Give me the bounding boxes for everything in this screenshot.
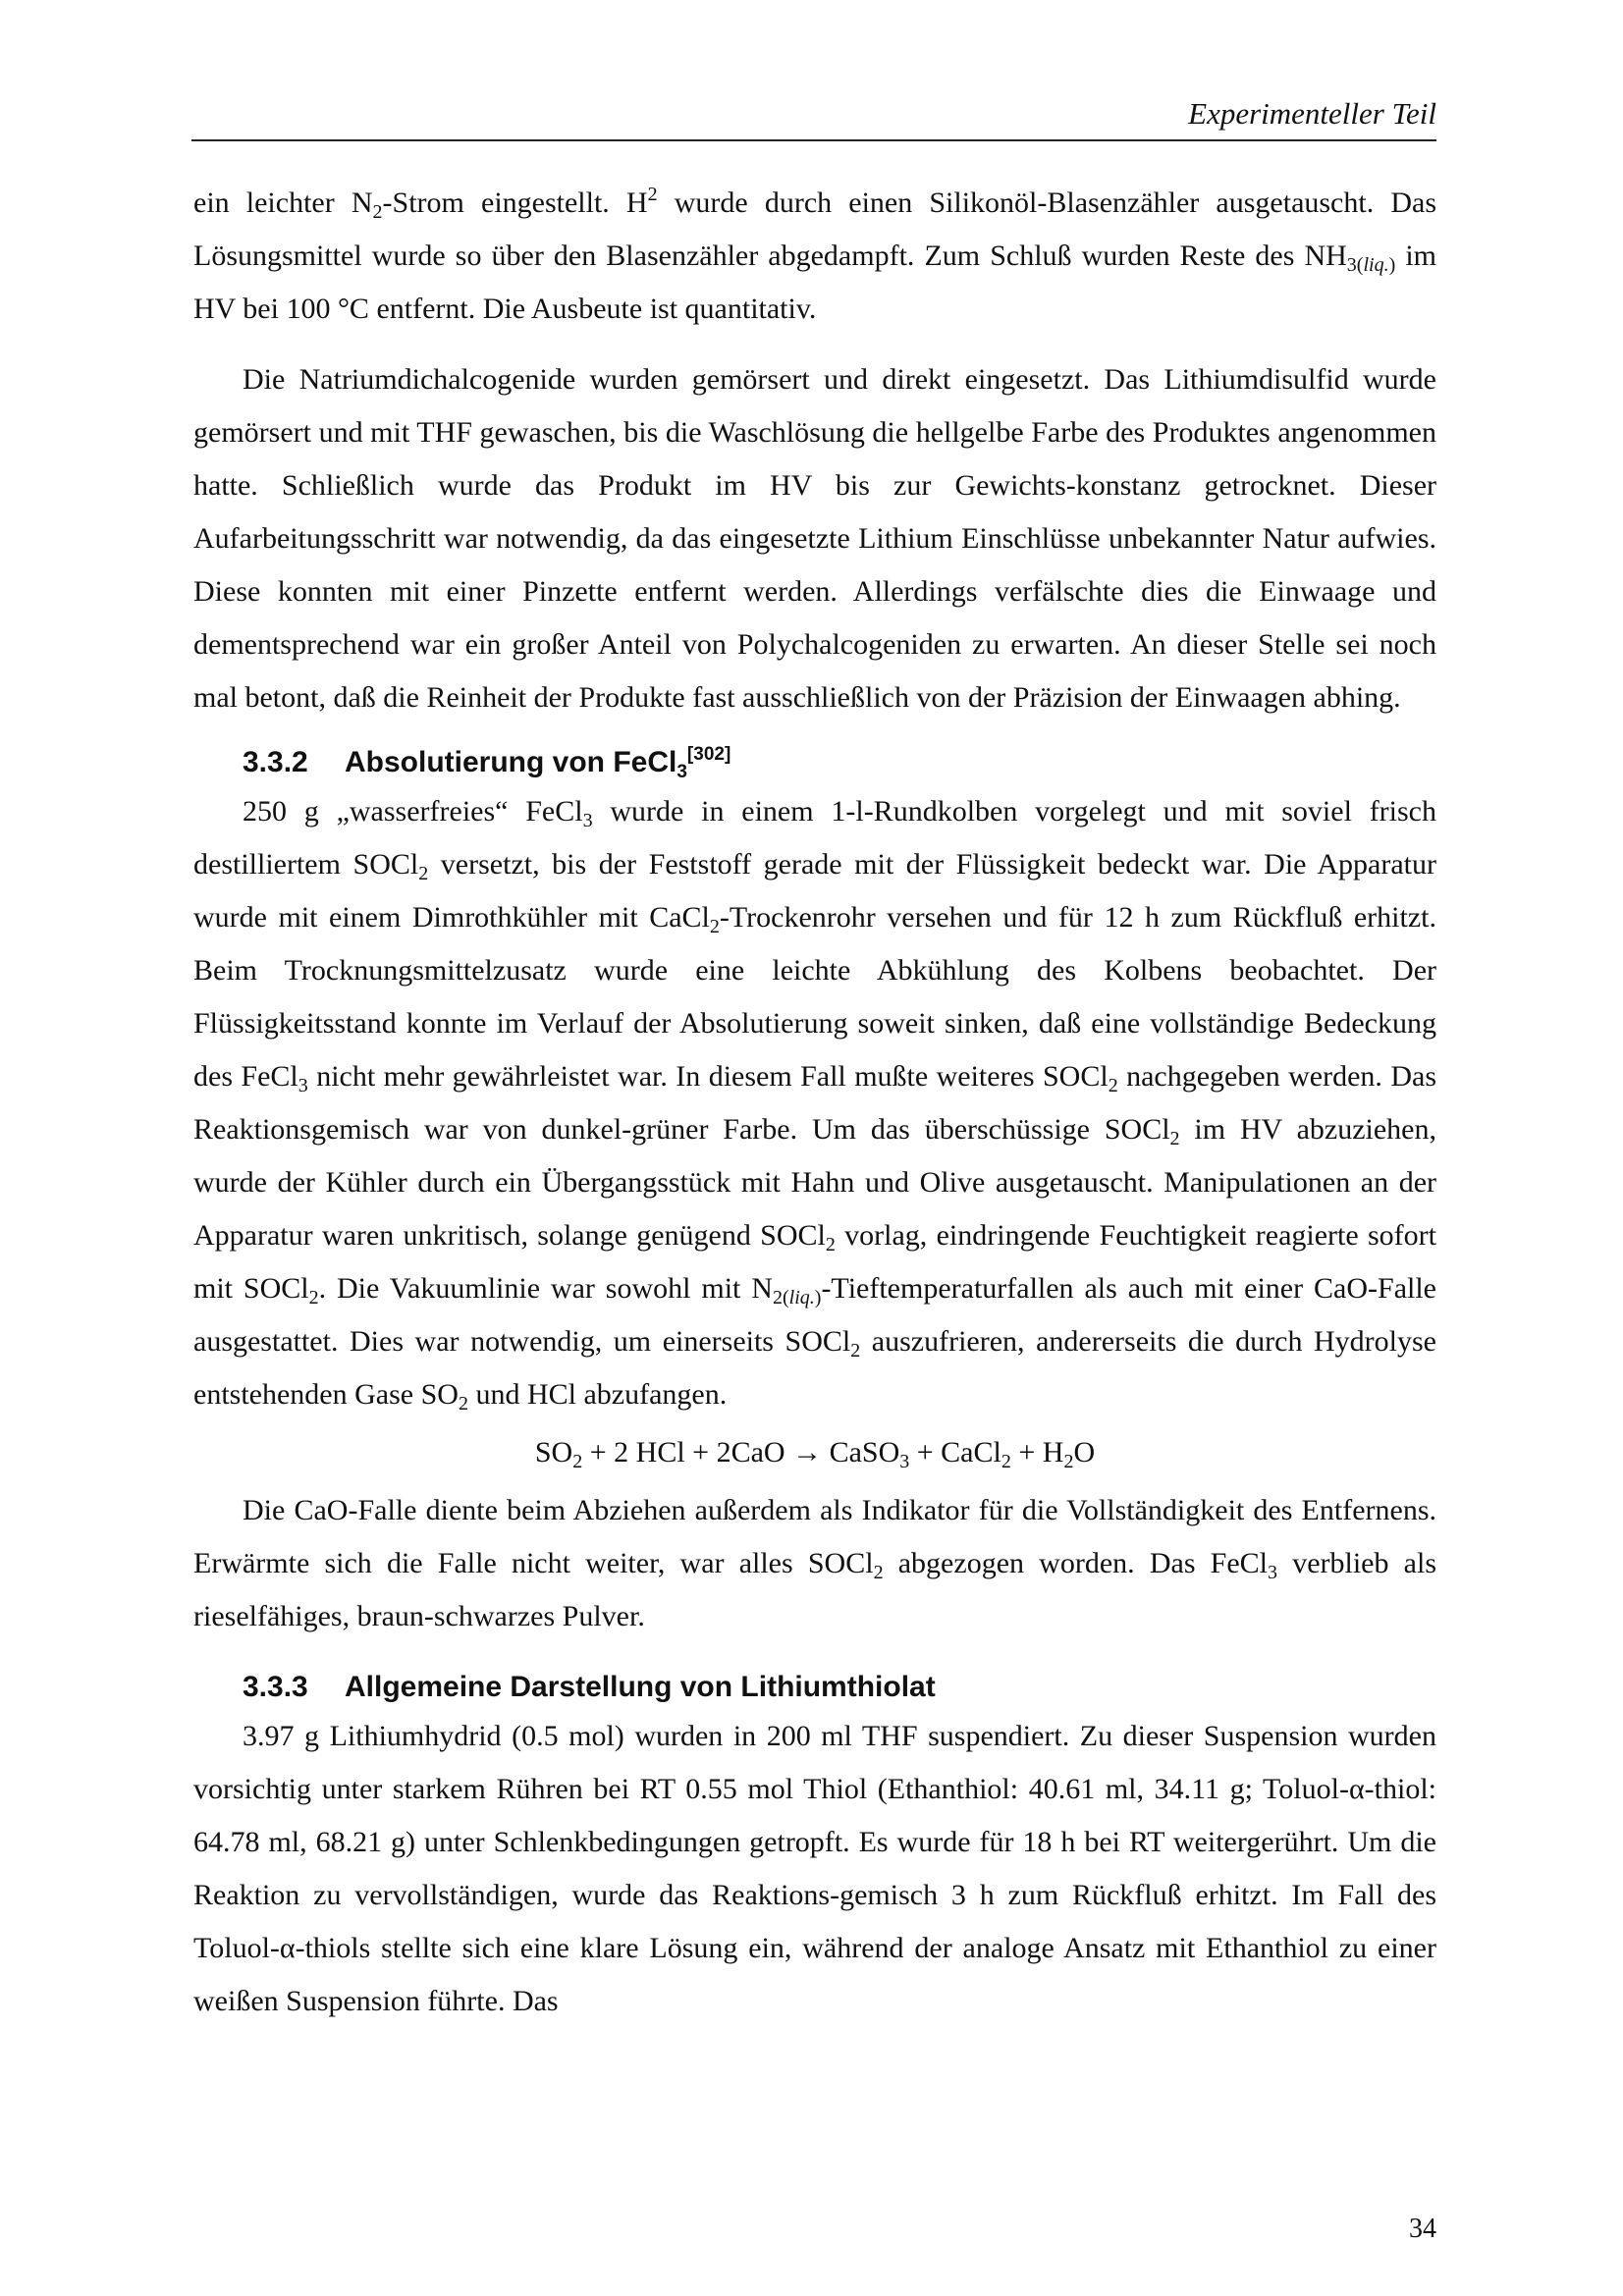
eq-part: SO xyxy=(534,1436,573,1468)
subscript: 2 xyxy=(1169,1128,1180,1149)
text-run: im HV bei 100 °C entfernt. Die Ausbeute ist quantitativ. xyxy=(193,240,1436,325)
text-run: und HCl abzufangen. xyxy=(467,1378,728,1411)
page-number: 34 xyxy=(1409,2214,1436,2244)
subscript xyxy=(1347,254,1395,276)
subscript: 2 xyxy=(873,1562,884,1583)
subscript: 3 xyxy=(676,762,687,782)
header-title: Experimenteller Teil xyxy=(1188,96,1436,131)
eq-part: + H xyxy=(1010,1436,1064,1468)
intro-paragraph xyxy=(193,177,1436,336)
sub-part: ) xyxy=(814,1287,822,1308)
body-text xyxy=(193,177,1436,2028)
subscript: 3 xyxy=(899,1451,910,1472)
citation-reference: [302] xyxy=(686,744,731,765)
text-run: 250 g „wasserfreies“ FeCl xyxy=(243,795,583,828)
text-run: abgezogen worden. Das FeCl xyxy=(883,1547,1269,1579)
subscript: 2 xyxy=(709,916,720,937)
running-header xyxy=(191,94,1436,141)
section-heading-3-3-3 xyxy=(243,1665,1436,1710)
sub-italic: liq. xyxy=(788,1287,815,1308)
eq-part: O xyxy=(1073,1436,1096,1468)
subscript: 2 xyxy=(418,863,429,884)
text-run: Die CaO-Falle diente beim Abziehen außerdem als Indikator für die Vollständigkeit des Entfernens. Erwärmte sich die Falle nicht weiter, war alles SOCl xyxy=(193,1494,1436,1579)
subscript: 2 xyxy=(1063,1451,1074,1472)
subscript: 2 xyxy=(825,1234,836,1255)
chemical-equation xyxy=(193,1425,1436,1480)
sub-part: 2( xyxy=(772,1287,789,1308)
text-run: . Die Vakuumlinie war sowohl mit N xyxy=(318,1272,773,1305)
section-heading-3-3-2 xyxy=(243,740,1436,785)
paragraph-dichalcogenides: Die Natriumdichalcogenide wurden gemörsert und direkt eingesetzt. Das Lithiumdisulfid wurde gemörsert und mit THF gewaschen, bis die Waschlösung die hellgelbe Farbe des Produktes angenommen hatte. Schließlich wurde das Produkt im HV bis zur Gewichts-konstanz getrocknet. Dieser Aufarbeitungsschritt war notwendig, da das eingesetzte Lithium Einschlüsse unbekannter Natur aufwies. Diese konnten mit einer Pinzette entfernt werden. Allerdings verfälschte dies die Einwaage und dementsprechend war ein großer Anteil von Polychalcogeniden zu erwarten. An dieser Stelle sei noch mal betont, daß die Reinheit der Produkte fast ausschließlich von der Präzision der Einwaagen abhing. xyxy=(193,363,1436,714)
text-run: im HV abzuziehen, wurde der Kühler durch ein Übergangsstück mit Hahn und Olive ausgetauscht. Manipulationen an der Apparatur waren unkritisch, solange genügend SOCl xyxy=(193,1113,1436,1252)
subscript: 2 xyxy=(850,1340,861,1362)
section-number: 3.3.2 xyxy=(243,746,308,778)
sub-part: ) xyxy=(1388,254,1396,276)
subscript: 2 xyxy=(572,1451,583,1472)
sub-part: 3( xyxy=(1346,254,1364,276)
paragraph-lithiumthiolat: 3.97 g Lithiumhydrid (0.5 mol) wurden in 200 ml THF suspendiert. Zu dieser Suspension wurden vorsichtig unter starkem Rühren bei RT 0.55 mol Thiol (Ethanthiol: 40.61 ml, 34.11 g; Toluol-α-thiol: 64.78 ml, 68.21 g) unter Schlenkbedingungen getropft. Es wurde für 18 h bei RT weitergerührt. Um die Reaktion zu vervollständigen, wurde das Reaktions-gemisch 3 h zum Rückfluß erhitzt. Im Fall des Toluol-α-thiols stellte sich eine klare Lösung ein, während der analoge Ansatz mit Ethanthiol zu einer weißen Suspension führte. Das xyxy=(193,1720,1436,2017)
text-run: ein leichter N xyxy=(193,187,373,219)
section-title: Allgemeine Darstellung von Lithiumthiolat xyxy=(345,1671,936,1703)
text-run: nicht mehr gewährleistet war. In diesem Fall mußte weiteres SOCl xyxy=(307,1060,1109,1093)
subscript: 3 xyxy=(1268,1562,1278,1583)
section-number: 3.3.3 xyxy=(243,1671,308,1703)
text-run: -Trockenrohr versehen und für 12 h zum Rückfluß erhitzt. Beim Trocknungsmittelzusatz wurde eine leichte Abkühlung des Kolbens beobachtet. Der Flüssigkeitsstand konnte im Verlauf der Absolutierung soweit sinken, daß eine vollständige Bedeckung des FeCl xyxy=(193,901,1436,1093)
text-run: wurde durch einen Silikonöl-Blasenzähler ausgetauscht. Das Lösungsmittel wurde so über den Blasenzähler abgedampft. Zum Schluß wurden Reste des NH xyxy=(193,187,1436,272)
text-run: nachgegeben werden. Das Reaktionsgemisch war von dunkel-grüner Farbe. Um das überschüssige SOCl xyxy=(193,1060,1436,1146)
subscript: 2 xyxy=(372,201,383,223)
text-run: verblieb als rieselfähiges, braun-schwarzes Pulver. xyxy=(193,1547,1436,1632)
paragraph-cao-trap xyxy=(193,1484,1436,1643)
superscript: 2 xyxy=(647,184,658,205)
subscript: 2 xyxy=(1108,1075,1118,1096)
text-run: -Strom eingestellt. H xyxy=(382,187,648,219)
paragraph-fecl3-absolution xyxy=(193,785,1436,1421)
subscript: 2 xyxy=(308,1287,319,1308)
subscript: 2 xyxy=(458,1393,468,1415)
section-title: Absolutierung von FeCl xyxy=(345,746,677,778)
subscript: 2 xyxy=(1001,1451,1011,1472)
eq-part: + 2 HCl + 2CaO → CaSO xyxy=(582,1436,900,1468)
subscript: 3 xyxy=(582,810,593,831)
text-run: versetzt, bis der Feststoff gerade mit der Flüssigkeit bedeckt war. Die Apparatur wurde mit einem Dimrothkühler mit CaCl xyxy=(193,848,1437,934)
text-run: wurde in einem 1-l-Rundkolben vorgelegt und mit soviel frisch destilliertem SOCl xyxy=(193,795,1437,881)
subscript: 3 xyxy=(298,1075,308,1096)
text-run: -Tieftemperaturfallen als auch mit einer CaO-Falle ausgestattet. Dies war notwendig, um einerseits SOCl xyxy=(193,1272,1436,1358)
subscript xyxy=(773,1287,821,1308)
text-run: auszufrieren, andererseits die durch Hydrolyse entstehenden Gase SO xyxy=(193,1325,1436,1411)
text-run: vorlag, eindringende Feuchtigkeit reagierte sofort mit SOCl xyxy=(193,1219,1436,1305)
eq-part: + CaCl xyxy=(909,1436,1001,1468)
sub-italic: liq. xyxy=(1363,254,1389,276)
